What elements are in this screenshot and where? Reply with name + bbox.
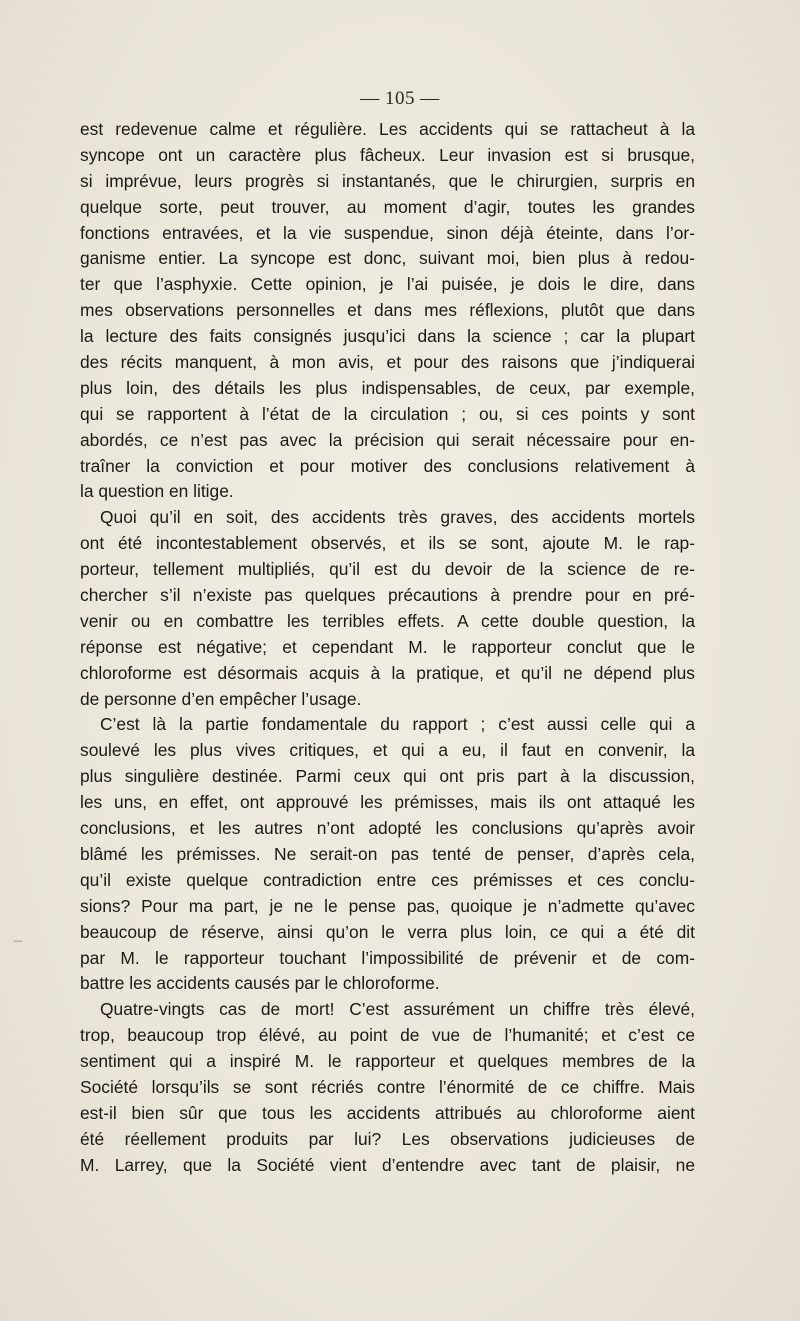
paragraph — [80, 997, 695, 1178]
text-line: ganisme entier. La syncope est donc, suivant moi, bien plus à redou- — [80, 248, 695, 269]
text-line: la question en litige. — [80, 481, 234, 502]
text-line: ont été incontestablement observés, et ils se sont, ajoute M. le rap- — [80, 533, 695, 554]
text-line: porteur, tellement multipliés, qu’il est du devoir de la science de re- — [80, 559, 695, 580]
text-line: blâmé les prémisses. Ne serait-on pas tenté de penser, d’après cela, — [80, 843, 695, 864]
text-line: est redevenue calme et régulière. Les accidents qui se rattacheut à la — [80, 119, 695, 139]
text-line: Société lorsqu’ils se sont récriés contre l’énormité de ce chiffre. Mais — [80, 1076, 695, 1097]
text-line: soulevé les plus vives critiques, et qui a eu, il faut en convenir, la — [80, 740, 695, 761]
margin-dash-mark: – — [14, 932, 22, 949]
text-line: venir ou en combattre les terribles effets. A cette double question, la — [80, 610, 695, 631]
text-line: trop, beaucoup trop élévé, au point de vue de l’humanité; et c’est ce — [80, 1025, 695, 1046]
text-line: mes observations personnelles et dans mes réflexions, plutôt que dans — [80, 300, 695, 321]
text-line: Quatre-vingts cas de mort! C’est assurément un chiffre très élevé, — [100, 999, 695, 1020]
text-line: syncope ont un caractère plus fâcheux. Leur invasion est si brusque, — [80, 144, 695, 165]
text-line: réponse est négative; et cependant M. le rapporteur conclut que le — [80, 636, 695, 657]
text-line: M. Larrey, que la Société vient d’entendre avec tant de plaisir, ne — [80, 1154, 695, 1175]
text-line: sions? Pour ma part, je ne le pense pas, quoique je n’admette qu’avec — [80, 895, 695, 916]
text-line: de personne d’en empêcher l’usage. — [80, 688, 362, 709]
text-line: plus loin, des détails les plus indispensables, de ceux, par exemple, — [80, 377, 695, 398]
text-line: traîner la conviction et pour motiver des conclusions relativement à — [80, 455, 695, 476]
text-line: des récits manquent, à mon avis, et pour des raisons que j’indiquerai — [80, 352, 695, 373]
text-line: été réellement produits par lui? Les observations judicieuses de — [80, 1128, 695, 1149]
text-line: par M. le rapporteur touchant l’impossibilité de prévenir et de com- — [80, 947, 695, 968]
text-line: la lecture des faits consignés jusqu’ici dans la science ; car la plupart — [80, 326, 695, 347]
text-line: fonctions entravées, et la vie suspendue, sinon déjà éteinte, dans l’or- — [80, 222, 695, 243]
text-line: si imprévue, leurs progrès si instantanés, que le chirurgien, surpris en — [80, 170, 695, 191]
text-line: chloroforme est désormais acquis à la pratique, et qu’il ne dépend plus — [80, 662, 695, 683]
text-line: battre les accidents causés par le chloroforme. — [80, 973, 440, 994]
text-line: qu’il existe quelque contradiction entre ces prémisses et ces conclu- — [80, 869, 695, 890]
body-text — [80, 117, 695, 1179]
text-line: chercher s’il n’existe pas quelques précautions à prendre pour en pré- — [80, 585, 695, 606]
paragraph — [80, 117, 695, 505]
text-line: sentiment qui a inspiré M. le rapporteur et quelques membres de la — [80, 1051, 695, 1072]
paragraph — [80, 712, 695, 997]
text-line: est-il bien sûr que tous les accidents attribués au chloroforme aient — [80, 1102, 695, 1123]
text-line: C’est là la partie fondamentale du rapport ; c’est aussi celle qui a — [100, 714, 695, 735]
page-number: — 105 — — [360, 88, 440, 109]
text-line: les uns, en effet, ont approuvé les prémisses, mais ils ont attaqué les — [80, 792, 695, 813]
text-line: quelque sorte, peut trouver, au moment d’agir, toutes les grandes — [80, 196, 695, 217]
text-line: qui se rapportent à l’état de la circulation ; ou, si ces points y sont — [80, 403, 695, 424]
text-line: conclusions, et les autres n’ont adopté les conclusions qu’après avoir — [80, 818, 695, 839]
text-line: plus singulière destinée. Parmi ceux qui ont pris part à la discussion, — [80, 766, 695, 787]
text-line: Quoi qu’il en soit, des accidents très graves, des accidents mortels — [100, 507, 695, 528]
text-line: ter que l’asphyxie. Cette opinion, je l’ai puisée, je dois le dire, dans — [80, 274, 695, 295]
text-line: abordés, ce n’est pas avec la précision qui serait nécessaire pour en- — [80, 429, 695, 450]
text-line: beaucoup de réserve, ainsi qu’on le verra plus loin, ce qui a été dit — [80, 921, 695, 942]
paragraph — [80, 505, 695, 712]
